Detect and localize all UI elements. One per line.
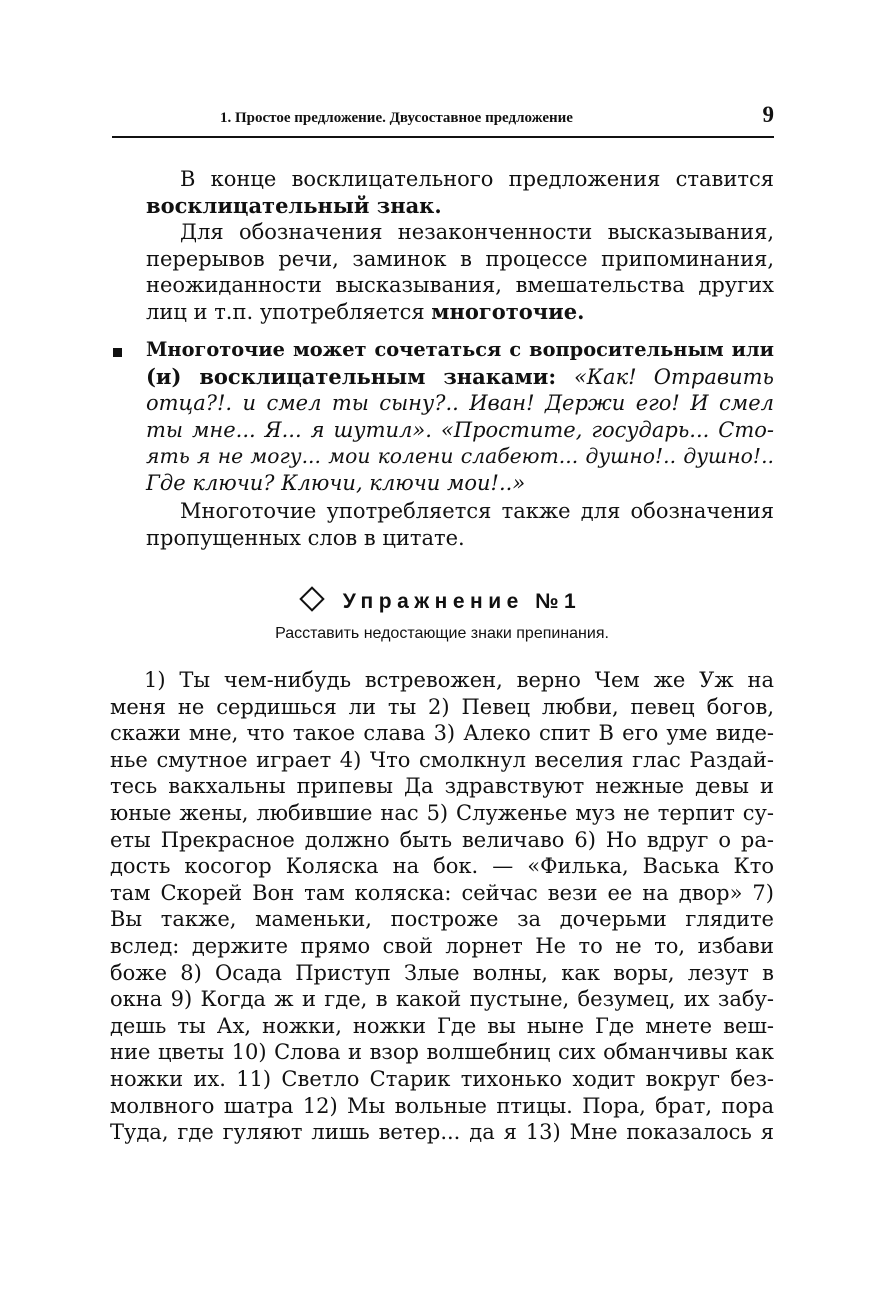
exercise-line: боже 8) Осада Приступ Злые волны, как воры, лезут в [110, 960, 774, 985]
text-line: В конце восклицательного предложения ставится [180, 167, 774, 191]
exercise-line: дешь ты Ах, ножки, ножки Где вы ныне Где мнете веш- [110, 1013, 774, 1038]
exercise-line: меня не сердишься ли ты 2) Певец любви, певец богов, [110, 694, 774, 719]
exercise-line: скажи мне, что такое слава 3) Алеко спит В его уме виде- [110, 721, 774, 746]
exercise-line: молвного шатра 12) Мы вольные птицы. Пора, брат, пора [110, 1093, 774, 1118]
exercise-heading [0, 590, 884, 614]
chapter-title: 1. Простое предложение. Двусоставное предложение [220, 110, 573, 126]
exercise-line: нье смутное играет 4) Что смолкнул веселия глас Раздай- [110, 747, 774, 772]
text-line: восклицательный знак. [146, 192, 442, 218]
exercise-line: юные жены, любившие нас 5) Служенье муз не терпит су- [110, 800, 774, 825]
bullet-marker [113, 348, 122, 357]
text-line: Многоточие употребляется также для обозначения [180, 499, 774, 523]
exercise-line: ние цветы 10) Слова и взор волшебниц сих обманчивы как [110, 1040, 774, 1065]
text-line: Многоточие может сочетаться с вопросительным или [146, 338, 774, 361]
example-line: отца?!. и смел ты сыну?.. Иван! Держи его! И смел [146, 391, 774, 416]
page-number: 9 [762, 102, 774, 127]
exercise-line: окна 9) Когда ж и где, в какой пустыне, безумец, их забу- [110, 987, 774, 1012]
example-line: Где ключи? Ключи, ключи мои!..» [146, 470, 526, 495]
rule-block [146, 337, 774, 497]
exercise-line: дость косогор Коляска на бок. — «Филька, Васька Кто [110, 854, 774, 879]
example-line: ты мне... Я... я шутил». «Простите, государь... Сто- [146, 417, 774, 442]
text-line: неожиданности высказывания, вмешательства других [146, 273, 774, 298]
paragraph-exclamation [146, 166, 774, 219]
exercise-title: Упражнение №1 [342, 590, 582, 613]
exercise-line: вслед: держите прямо свой лорнет Не то не то, избави [110, 933, 774, 958]
text-line: пропущенных слов в цитате. [146, 525, 465, 550]
exercise-line: там Скорей Вон там коляска: сейчас вези ее на двор» 7) [110, 880, 774, 905]
exercise-body [110, 667, 774, 1146]
diamond-icon [299, 586, 324, 611]
example-line: ять я не могу... мои колени слабеют... душно!.. душно!.. [146, 444, 774, 469]
paragraph-ellipsis [146, 219, 774, 325]
exercise-line: еты Прекрасное должно быть величаво 6) Но вдруг о ра- [110, 827, 774, 852]
exercise-line: тесь вакхальны припевы Да здравствуют нежные девы и [110, 774, 774, 799]
exercise-line: ножки их. 11) Светло Старик тихонько ходит вокруг без- [110, 1066, 774, 1091]
exercise-line: 1) Ты чем-нибудь встревожен, верно Чем же Уж на [144, 668, 774, 692]
exercise-line: Туда, где гуляют лишь ветер... да я 13) Мне показалось я [110, 1120, 774, 1145]
text-line: (и) восклицательным знаками: «Как! Отравить [146, 363, 774, 389]
running-header [112, 100, 774, 138]
exercise-line: Вы также, маменьки, построже за дочерьми глядите [110, 907, 774, 932]
exercise-instruction: Расставить недостающие знаки препинания. [275, 625, 609, 642]
text-line: перерывов речи, заминок в процессе припоминания, [146, 246, 774, 271]
text-line: Для обозначения незаконченности высказывания, [180, 220, 774, 244]
text-line: лиц и т.п. употребляется многоточие. [146, 298, 585, 324]
paragraph-citation [146, 498, 774, 551]
